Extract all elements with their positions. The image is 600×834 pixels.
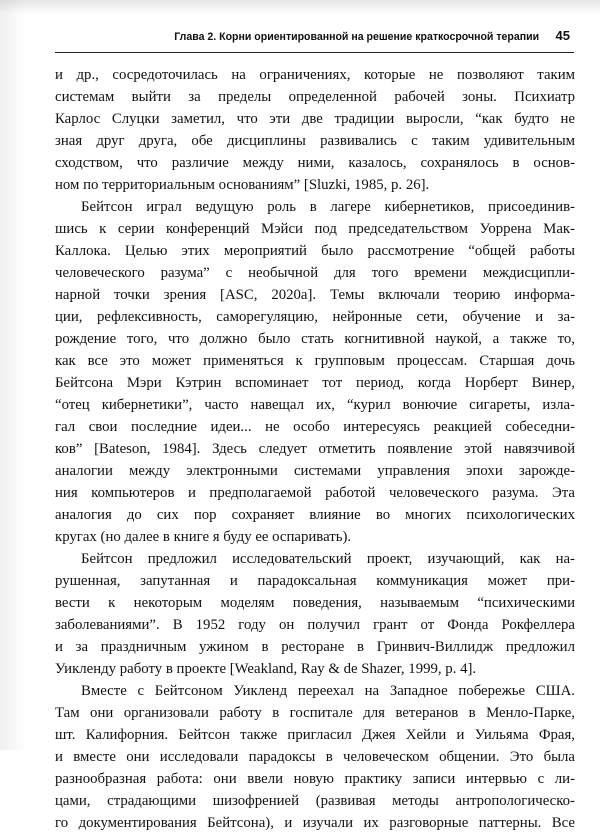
text-line: Бейтсон играл ведущую роль в лагере кибернетиков, присоединив- bbox=[81, 199, 575, 215]
text-line: ков” [Bateson, 1984]. Здесь следует отметить появление этой навязчивой bbox=[55, 441, 575, 457]
text-line: зная друг друга, обе дисциплины развивались с таким удивительным bbox=[55, 133, 575, 149]
text-line: Бейтсона Мэри Кэтрин вспоминает тот период, когда Норберт Винер, bbox=[55, 375, 575, 391]
text-line: системам выйти за пределы определенной рабочей зоны. Психиатр bbox=[55, 89, 575, 105]
text-line: человеческого разума” с необычной для того времени междисципли- bbox=[55, 265, 575, 281]
text-line: цами, страдающими шизофренией (развивая методы антропологическо- bbox=[55, 793, 575, 809]
body-text bbox=[55, 64, 575, 834]
text-line: шт. Калифорния. Бейтсон также пригласил Джея Хейли и Уильяма Фрая, bbox=[55, 727, 575, 743]
text-line: и за праздничным ужином в ресторане в Гринвич-Виллидж предложил bbox=[55, 639, 575, 655]
header-rule bbox=[55, 52, 574, 53]
text-line: Уикленду работу в проекте [Weakland, Ray & de Shazer, 1999, p. 4]. bbox=[55, 661, 477, 677]
text-line: сходством, что различие между ними, казалось, сохранялось в основ- bbox=[55, 155, 575, 171]
text-line: ния компьютеров и предполагаемой работой человеческого разума. Эта bbox=[55, 485, 575, 501]
text-line: Вместе с Бейтсоном Уикленд переехал на Западное побережье США. bbox=[81, 683, 575, 699]
text-line: Каллока. Целью этих мероприятий было рассмотрение “общей работы bbox=[55, 243, 575, 259]
text-line: разнообразная работа: они ввели новую практику записи интервью с ли- bbox=[55, 771, 575, 787]
text-line: рушенная, запутанная и парадоксальная коммуникация может при- bbox=[55, 573, 575, 589]
text-line: Там они организовали работу в госпитале для ветеранов в Менло-Парке, bbox=[55, 705, 575, 721]
page-number: 45 bbox=[555, 28, 570, 43]
text-line: го документирования Бейтсона), и изучали их разговорные паттерны. Все bbox=[55, 815, 575, 831]
text-line: кругах (но далее в книге я буду ее оспаривать). bbox=[55, 529, 352, 545]
text-line: как все это может применяться к групповым процессам. Старшая дочь bbox=[55, 353, 575, 369]
text-line: шись к серии конференций Мэйси под председательством Уоррена Мак- bbox=[55, 221, 575, 237]
text-line: рождение того, что должно было стать когнитивной наукой, а также то, bbox=[55, 331, 575, 347]
text-line: и др., сосредоточилась на ограничениях, которые не позволяют таким bbox=[55, 67, 575, 83]
text-line: Бейтсон предложил исследовательский проект, изучающий, как на- bbox=[81, 551, 575, 567]
text-line: аналогии между электронными системами управления эпохи зарожде- bbox=[55, 463, 575, 479]
text-line: и вместе они исследовали парадоксы в человеческом общении. Это была bbox=[55, 749, 575, 765]
chapter-running-title: Глава 2. Корни ориентированной на решение краткосрочной терапии bbox=[174, 31, 540, 43]
text-line: вести к некоторым моделям поведения, называемым “психическими bbox=[55, 595, 575, 611]
text-line: ции, рефлексивность, саморегуляцию, нейронные сети, обучение и за- bbox=[55, 309, 575, 325]
text-line: нарной точки зрения [ASC, 2020a]. Темы включали теорию информа- bbox=[55, 287, 575, 303]
text-line: аналогия до сих пор сохраняет влияние во многих психологических bbox=[55, 507, 575, 523]
text-line: ном по территориальным основаниям” [Sluzki, 1985, p. 26]. bbox=[55, 177, 430, 193]
text-line: Карлос Слуцки заметил, что эти две традиции выросли, “как будто не bbox=[55, 111, 575, 127]
text-line: заболеваниями”. В 1952 году он получил грант от Фонда Рокфеллера bbox=[55, 617, 575, 633]
running-head bbox=[92, 28, 570, 52]
binding-gutter-shadow bbox=[0, 0, 26, 750]
text-line: гал свои последние идеи... не особо интересуясь реакцией собеседни- bbox=[55, 419, 575, 435]
page-top-shadow bbox=[0, 0, 600, 14]
text-line: “отец кибернетики”, часто навещал их, “курил вонючие сигареты, излa- bbox=[55, 397, 575, 413]
